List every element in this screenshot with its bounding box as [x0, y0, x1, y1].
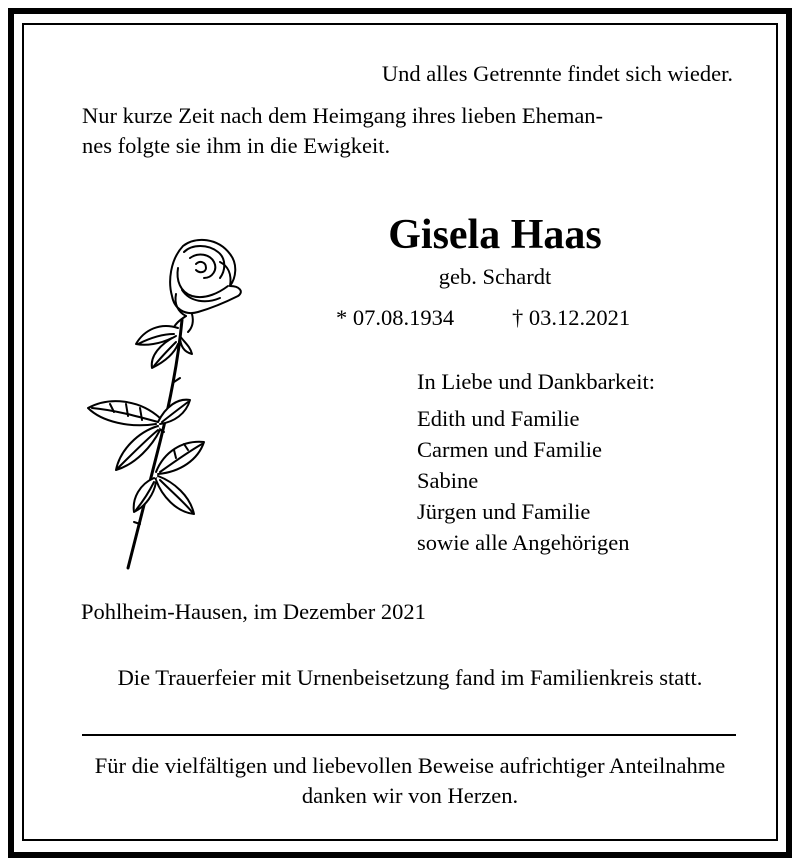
mourners-list [417, 403, 629, 558]
intro-text [82, 101, 603, 161]
mourner-item: Edith und Familie [417, 406, 580, 431]
intro-line: Nur kurze Zeit nach dem Heimgang ihres lieben Eheman- [82, 103, 604, 128]
maiden-name: geb. Schardt [438, 264, 552, 289]
mourner-item: Jürgen und Familie [417, 499, 591, 524]
mourner-item: Sabine [417, 468, 479, 493]
closing-thanks: Für die vielfältigen und liebevollen Beweise aufrichtiger Anteilnahme danken wir von Herzen. [94, 753, 726, 808]
motto: Und alles Getrennte findet sich wieder. [381, 61, 733, 86]
deceased-name: Gisela Haas [388, 212, 602, 258]
rose-icon [80, 232, 250, 572]
mourner-item: Carmen und Familie [417, 437, 602, 462]
birth-date: * 07.08.1934 [336, 305, 455, 330]
thanks-heading: In Liebe und Dankbarkeit: [417, 369, 656, 394]
divider-line [82, 734, 736, 736]
death-date: † 03.12.2021 [512, 305, 631, 330]
intro-line: nes folgte sie ihm in die Ewigkeit. [82, 133, 391, 158]
mourner-item: sowie alle Angehörigen [417, 530, 630, 555]
ceremony-note: Die Trauerfeier mit Urnenbeisetzung fand im Familienkreis statt. [117, 665, 703, 690]
place-date: Pohlheim-Hausen, im Dezember 2021 [81, 599, 426, 624]
